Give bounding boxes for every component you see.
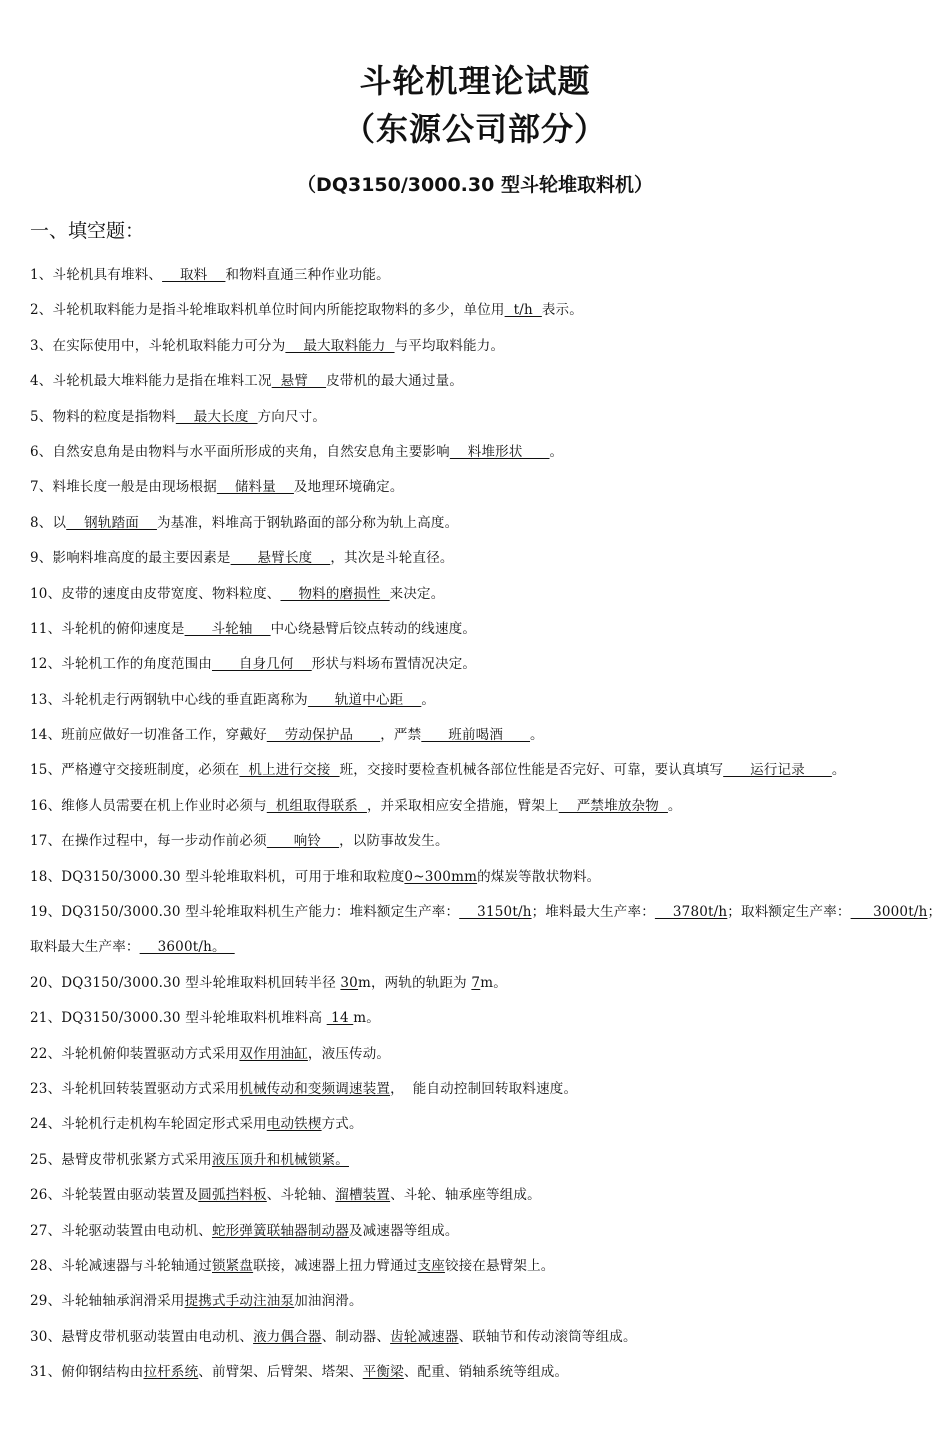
question-text: ；堆料最大生产率： [531, 904, 655, 921]
question-item [30, 1178, 935, 1213]
question-text: ，其次是斗轮直径。 [330, 550, 454, 567]
answer-blank: 液压顶升和机械锁紧。 [211, 1151, 349, 1168]
answer-blank: 30 [340, 974, 358, 991]
answer-blank: 机上进行交接 [239, 762, 340, 779]
question-item [30, 1143, 935, 1178]
question-text: 29、斗轮轴轴承润滑采用 [30, 1293, 185, 1310]
question-text: m。 [353, 1010, 380, 1027]
question-text: 、制动器、 [321, 1328, 391, 1345]
answer-blank: 双作用油缸 [239, 1045, 308, 1062]
question-text: 27、斗轮驱动装置由电动机、 [30, 1222, 212, 1239]
answer-blank: 班前喝酒 [421, 727, 531, 744]
question-item [30, 1355, 935, 1390]
machine-model-subtitle: （DQ3150/3000.30 型斗轮堆取料机） [297, 174, 653, 196]
answer-blank: 钢轨踏面 [66, 514, 157, 531]
answer-blank: 平衡梁 [362, 1364, 404, 1381]
question-item [30, 470, 935, 505]
question-text: 31、俯仰钢结构由 [30, 1364, 144, 1381]
question-item [30, 577, 935, 612]
page-title: 斗轮机理论试题 [359, 62, 591, 100]
question-text: 3、在实际使用中，斗轮机取料能力可分为 [30, 337, 286, 354]
question-text: 30、悬臂皮带机驱动装置由电动机、 [30, 1328, 254, 1345]
question-text: 形状与料场布置情况决定。 [311, 656, 477, 673]
question-text: 。 [530, 727, 544, 744]
question-text: 、前臂架、后臂架、塔架、 [198, 1364, 363, 1381]
question-text: 22、斗轮机俯仰装置驱动方式采用 [30, 1045, 240, 1062]
answer-blank: 3000t/h [850, 904, 928, 921]
question-list [30, 258, 942, 1391]
question-text: ；取料额定生产率： [727, 904, 851, 921]
answer-blank: 14 [326, 1010, 354, 1027]
question-item [30, 930, 935, 965]
question-text: 15、严格遵守交接班制度，必须在 [30, 762, 240, 779]
question-text: 14、班前应做好一切准备工作，穿戴好 [30, 727, 267, 744]
question-item [30, 789, 935, 824]
question-text: 13、斗轮机走行两钢轨中心线的垂直距离称为 [30, 691, 308, 708]
answer-blank: 自身几何 [211, 656, 312, 673]
question-item [30, 824, 935, 859]
question-item [30, 1107, 935, 1142]
answer-blank: 支座 [417, 1257, 445, 1274]
question-text: 23、斗轮机回转装置驱动方式采用 [30, 1080, 240, 1097]
question-item [30, 612, 935, 647]
answer-blank: t/h [504, 302, 542, 319]
question-text: 12、斗轮机工作的角度范围由 [30, 656, 212, 673]
answer-blank: 液力偶合器 [253, 1328, 322, 1345]
question-item [30, 329, 935, 364]
answer-blank: 3600t/h。 [139, 939, 235, 956]
question-text: 方向尺寸。 [257, 408, 327, 425]
answer-blank: 取料 [162, 267, 226, 283]
question-text: 及地理环境确定。 [293, 479, 404, 496]
answer-blank: 料堆形状 [449, 443, 550, 460]
question-item [30, 895, 942, 930]
answer-blank: 劳动保护品 [266, 727, 381, 744]
question-text: 17、在操作过程中，每一步动作前必须 [30, 833, 267, 850]
question-text: ，并采取相应安全措施，臂架上 [366, 797, 559, 814]
question-item [30, 506, 935, 541]
section-heading-fill-in: 一、填空题： [30, 220, 145, 242]
answer-blank: 严禁堆放杂物 [558, 797, 668, 814]
question-text: 方式。 [321, 1116, 363, 1133]
answer-blank: 齿轮减速器 [390, 1328, 459, 1345]
question-item [30, 293, 935, 328]
question-text: 、配重、销轴系统等组成。 [403, 1364, 569, 1381]
question-text: 28、斗轮减速器与斗轮轴通过 [30, 1257, 212, 1274]
question-text: 26、斗轮装置由驱动装置及 [30, 1187, 199, 1204]
question-text: 18、DQ3150/3000.30 型斗轮堆取料机，可用于堆和取粒度 [30, 868, 405, 885]
question-text: 与平均取料能力。 [394, 337, 505, 354]
question-text: 8、以 [30, 514, 67, 531]
question-text: 为基准，料堆高于钢轨路面的部分称为轨上高度。 [156, 514, 459, 531]
answer-blank: 机组取得联系 [266, 797, 367, 814]
answer-blank: 悬臂 [271, 373, 327, 390]
question-item [30, 718, 935, 753]
question-text: 10、皮带的速度由皮带宽度、物料粒度、 [30, 585, 281, 602]
answer-blank: 0~300mm [404, 868, 478, 885]
answer-blank: 最大取料能力 [285, 337, 395, 354]
question-text: 联接，减速器上扭力臂通过 [253, 1257, 418, 1274]
question-text: 表示。 [541, 302, 583, 319]
answer-blank: 物料的磨损性 [280, 585, 390, 602]
question-item [30, 1072, 935, 1107]
answer-blank: 蛇形弹簧联轴器制动器 [211, 1222, 349, 1239]
question-item [30, 966, 935, 1001]
question-text: 加油润滑。 [294, 1293, 363, 1310]
question-text: m。 [480, 974, 507, 991]
question-text: 9、影响料堆高度的最主要因素是 [30, 550, 231, 567]
question-item [30, 1249, 935, 1284]
question-item [30, 753, 935, 788]
question-text: 2、斗轮机取料能力是指斗轮堆取料机单位时间内所能挖取物料的多少，单位用 [30, 302, 505, 319]
question-item [30, 1284, 935, 1319]
question-item [30, 364, 935, 399]
question-text: 5、物料的粒度是指物料 [30, 408, 176, 425]
question-item [30, 1037, 935, 1072]
question-text: 20、DQ3150/3000.30 型斗轮堆取料机回转半径 [30, 974, 341, 991]
answer-blank: 3150t/h [459, 904, 532, 921]
question-item [30, 400, 935, 435]
question-text: m，两轨的轨距为 [357, 974, 472, 991]
answer-blank: 3780t/h [654, 904, 728, 921]
question-item [30, 647, 935, 682]
question-text: 来决定。 [389, 585, 445, 602]
answer-blank: 提携式手动注油泵 [184, 1293, 295, 1310]
answer-blank: 圆弧挡料板 [198, 1187, 267, 1204]
question-text: 25、悬臂皮带机张紧方式采用 [30, 1151, 212, 1168]
answer-blank: 斗轮轴 [184, 620, 271, 637]
answer-blank: 机械传动和变频调速装置 [239, 1080, 391, 1097]
question-text: 班，交接时要检查机械各部位性能是否完好、可靠，要认真填写 [339, 762, 724, 779]
question-text: 。 [667, 797, 682, 814]
question-text: 取料最大生产率： [30, 939, 140, 956]
question-item [30, 258, 935, 293]
question-item [30, 1320, 935, 1355]
question-text: 。 [421, 691, 436, 708]
question-item [30, 683, 935, 718]
question-text: 。 [831, 762, 846, 779]
question-item [30, 541, 935, 576]
question-text: 和物料直通三种作业功能。 [225, 267, 390, 283]
question-text: 。 [549, 443, 564, 460]
question-item [30, 1001, 935, 1036]
answer-blank: 最大长度 [175, 408, 258, 425]
question-text: 21、DQ3150/3000.30 型斗轮堆取料机堆料高 [30, 1010, 327, 1027]
question-text: 的煤炭等散状物料。 [477, 868, 601, 885]
question-text: 11、斗轮机的俯仰速度是 [30, 620, 185, 637]
answer-blank: 7 [471, 974, 481, 991]
question-item [30, 860, 935, 895]
question-item [30, 1214, 935, 1249]
question-text: ，液压传动。 [307, 1045, 391, 1062]
question-text: 24、斗轮机行走机构车轮固定形式采用 [30, 1116, 267, 1133]
question-text: 及减速器等组成。 [348, 1222, 459, 1239]
question-text: ，严禁 [380, 727, 422, 744]
question-text: 7、料堆长度一般是由现场根据 [30, 479, 217, 496]
question-text: 19、DQ3150/3000.30 型斗轮堆取料机生产能力：堆料额定生产率： [30, 904, 460, 921]
page-subtitle-company: （东源公司部分） [342, 110, 607, 148]
question-text: ， 能自动控制回转取料速度。 [390, 1080, 578, 1097]
answer-blank: 锁紧盘 [211, 1257, 254, 1274]
answer-blank: 响铃 [266, 833, 340, 850]
question-item [30, 435, 935, 470]
answer-blank: 拉杆系统 [143, 1364, 199, 1381]
answer-blank: 轨道中心距 [307, 691, 422, 708]
answer-blank: 电动铁楔 [266, 1116, 322, 1133]
question-text: 、斗轮轴、 [266, 1187, 336, 1204]
answer-blank: 溜槽装置 [335, 1187, 391, 1204]
question-text: 、联轴节和传动滚筒等组成。 [458, 1328, 637, 1345]
question-text: 中心绕悬臂后铰点转动的线速度。 [270, 620, 477, 637]
question-text: ，以防事故发生。 [339, 833, 449, 850]
question-text: 6、自然安息角是由物料与水平面所形成的夹角，自然安息角主要影响 [30, 443, 450, 460]
question-text: 1、斗轮机具有堆料、 [30, 267, 163, 283]
question-text: 铰接在悬臂架上。 [444, 1257, 555, 1274]
question-text: 4、斗轮机最大堆料能力是指在堆料工况 [30, 373, 272, 390]
answer-blank: 储料量 [216, 479, 294, 496]
question-text: 、斗轮、轴承座等组成。 [390, 1187, 541, 1204]
question-text: 皮带机的最大通过量。 [326, 373, 464, 390]
question-text: ； [927, 904, 942, 921]
question-text: 16、维修人员需要在机上作业时必须与 [30, 797, 267, 814]
answer-blank: 运行记录 [723, 762, 832, 779]
answer-blank: 悬臂长度 [230, 550, 331, 567]
